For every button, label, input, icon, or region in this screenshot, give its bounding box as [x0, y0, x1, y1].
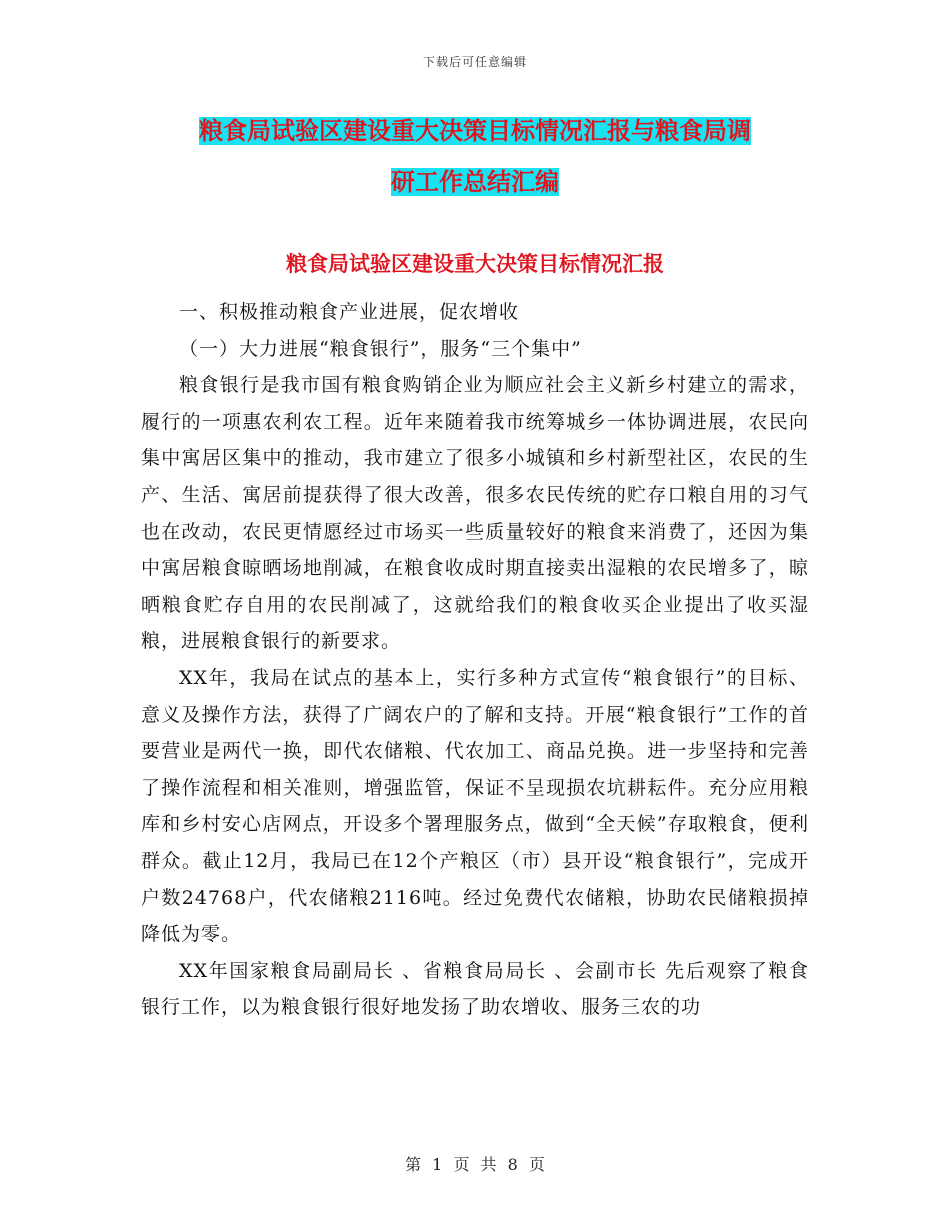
document-title-line-2: 研工作总结汇编: [391, 168, 559, 196]
paragraph: XX年，我局在试点的基本上，实行多种方式宣传“粮食银行”的目标、意义及操作方法，获得了广阔农户的了解和支持。开展“粮食银行”工作的首要营业是两代一换，即代农储粮、代农加工、商品兑换。进一步坚持和完善了操作流程和相关准则，增强监管，保证不呈现损农坑耕耘件。充分应用粮库和乡村安心店网点，开设多个署理服务点，做到“全天候”存取粮食，便利群众。截止12月，我局已在12个产粮区（市）县开设“粮食银行”，完成开户数24768户，代农储粮2116吨。经过免费代农储粮，协助农民储粮损掉降低为零。: [141, 666, 809, 946]
document-body: [141, 294, 809, 1026]
paragraph: XX年国家粮食局副局长 、省粮食局局长 、会副市长 先后观察了粮食银行工作，以为粮食银行很好地发扬了助农增收、服务三农的功: [141, 959, 809, 1019]
paragraph: 粮食银行是我市国有粮食购销企业为顺应社会主义新乡村建立的需求，履行的一项惠农利农工程。近年来随着我市统筹城乡一体协调进展，农民向集中寓居区集中的推动，我市建立了很多小城镇和乡村新型社区，农民的生产、生活、寓居前提获得了很大改善，很多农民传统的贮存口粮自用的习气也在改动，农民更情愿经过市场买一些质量较好的粮食来消费了，还因为集中寓居粮食晾晒场地削减，在粮食收成时期直接卖出湿粮的农民增多了，晾晒粮食贮存自用的农民削减了，这就给我们的粮食收买企业提出了收买湿粮，进展粮食银行的新要求。: [141, 374, 809, 653]
page-number: 第 1 页 共 8 页: [405, 1155, 545, 1174]
page-header-note: 下载后可任意编辑: [422, 55, 527, 69]
document-title: [140, 106, 810, 208]
document-title-line-1: 粮食局试验区建设重大决策目标情况汇报与粮食局调: [199, 117, 751, 145]
paragraph-heading-1: 一、积极推动粮食产业进展，促农增收: [179, 301, 520, 323]
section-title: 粮食局试验区建设重大决策目标情况汇报: [286, 252, 664, 276]
paragraph-heading-2: （一）大力进展“粮食银行”，服务“三个集中”: [179, 337, 582, 360]
